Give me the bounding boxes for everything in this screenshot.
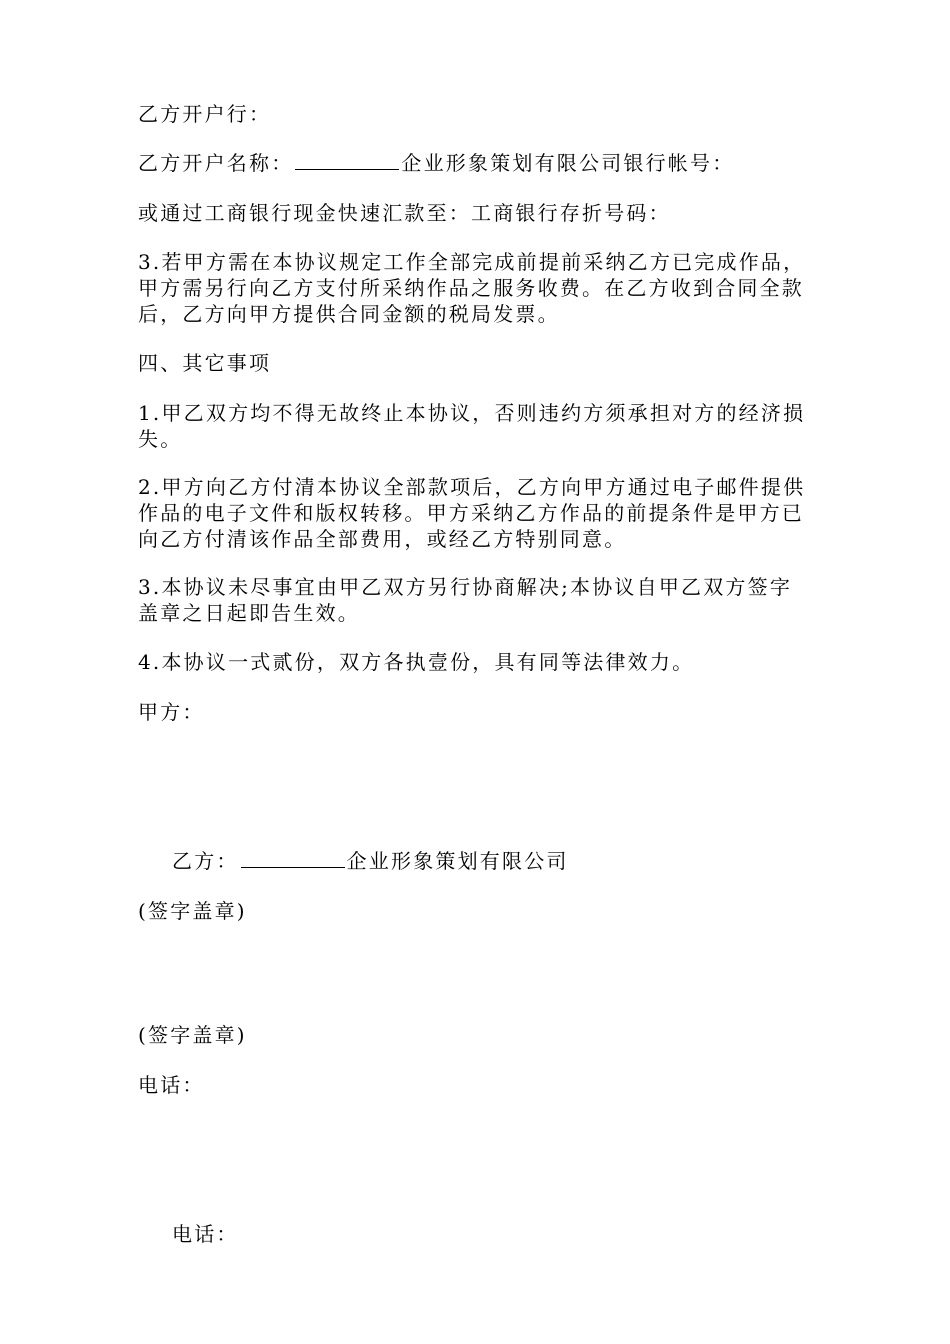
account-name-label: 乙方开户名称： <box>138 151 294 175</box>
item-1-line: 1.甲乙双方均不得无故终止本协议，否则违约方须承担对方的经济损 <box>138 401 806 425</box>
phone-label-1: 电话： <box>138 1073 205 1097</box>
clause-3-line: 3.若甲方需在本协议规定工作全部完成前提前采纳乙方已完成作品， <box>138 250 806 274</box>
item-2-line: 向乙方付清该作品全部费用，或经乙方特别同意。 <box>138 527 627 551</box>
party-b-line <box>172 848 569 874</box>
section-4-title: 四、其它事项 <box>138 351 272 375</box>
phone-label-2: 电话： <box>172 1222 239 1246</box>
item-1-line: 失。 <box>138 427 183 451</box>
party-b-company: 企业形象策划有限公司 <box>346 849 569 873</box>
item-2-line: 2.甲方向乙方付清本协议全部款项后，乙方向甲方通过电子邮件提供 <box>138 475 806 499</box>
item-3-line: 3.本协议未尽事宜由甲乙双方另行协商解决;本协议自甲乙双方签字 <box>138 575 793 599</box>
alt-payment-line: 或通过工商银行现金快速汇款至：工商银行存折号码： <box>138 201 671 225</box>
item-2-line: 作品的电子文件和版权转移。甲方采纳乙方作品的前提条件是甲方已 <box>138 501 804 525</box>
item-1 <box>138 400 828 452</box>
party-a-label: 甲方： <box>138 700 205 724</box>
account-name-blank <box>295 151 399 170</box>
seal-label-1: (签字盖章) <box>138 899 247 923</box>
item-3-line: 盖章之日起即告生效。 <box>138 601 360 625</box>
clause-3-line: 后，乙方向甲方提供合同金额的税局发票。 <box>138 302 560 326</box>
seal-label-2: (签字盖章) <box>138 1023 247 1047</box>
clause-3 <box>138 249 828 327</box>
bank-label: 乙方开户行： <box>138 102 272 126</box>
item-3 <box>138 574 828 626</box>
item-2 <box>138 474 828 552</box>
account-name-company: 企业形象策划有限公司银行帐号： <box>401 151 735 175</box>
party-b-label: 乙方： <box>172 849 239 873</box>
party-b-blank <box>241 849 345 868</box>
item-4: 4.本协议一式贰份，双方各执壹份，具有同等法律效力。 <box>138 650 695 674</box>
clause-3-line: 甲方需另行向乙方支付所采纳作品之服务收费。在乙方收到合同全款 <box>138 276 804 300</box>
account-name-line <box>138 150 734 176</box>
